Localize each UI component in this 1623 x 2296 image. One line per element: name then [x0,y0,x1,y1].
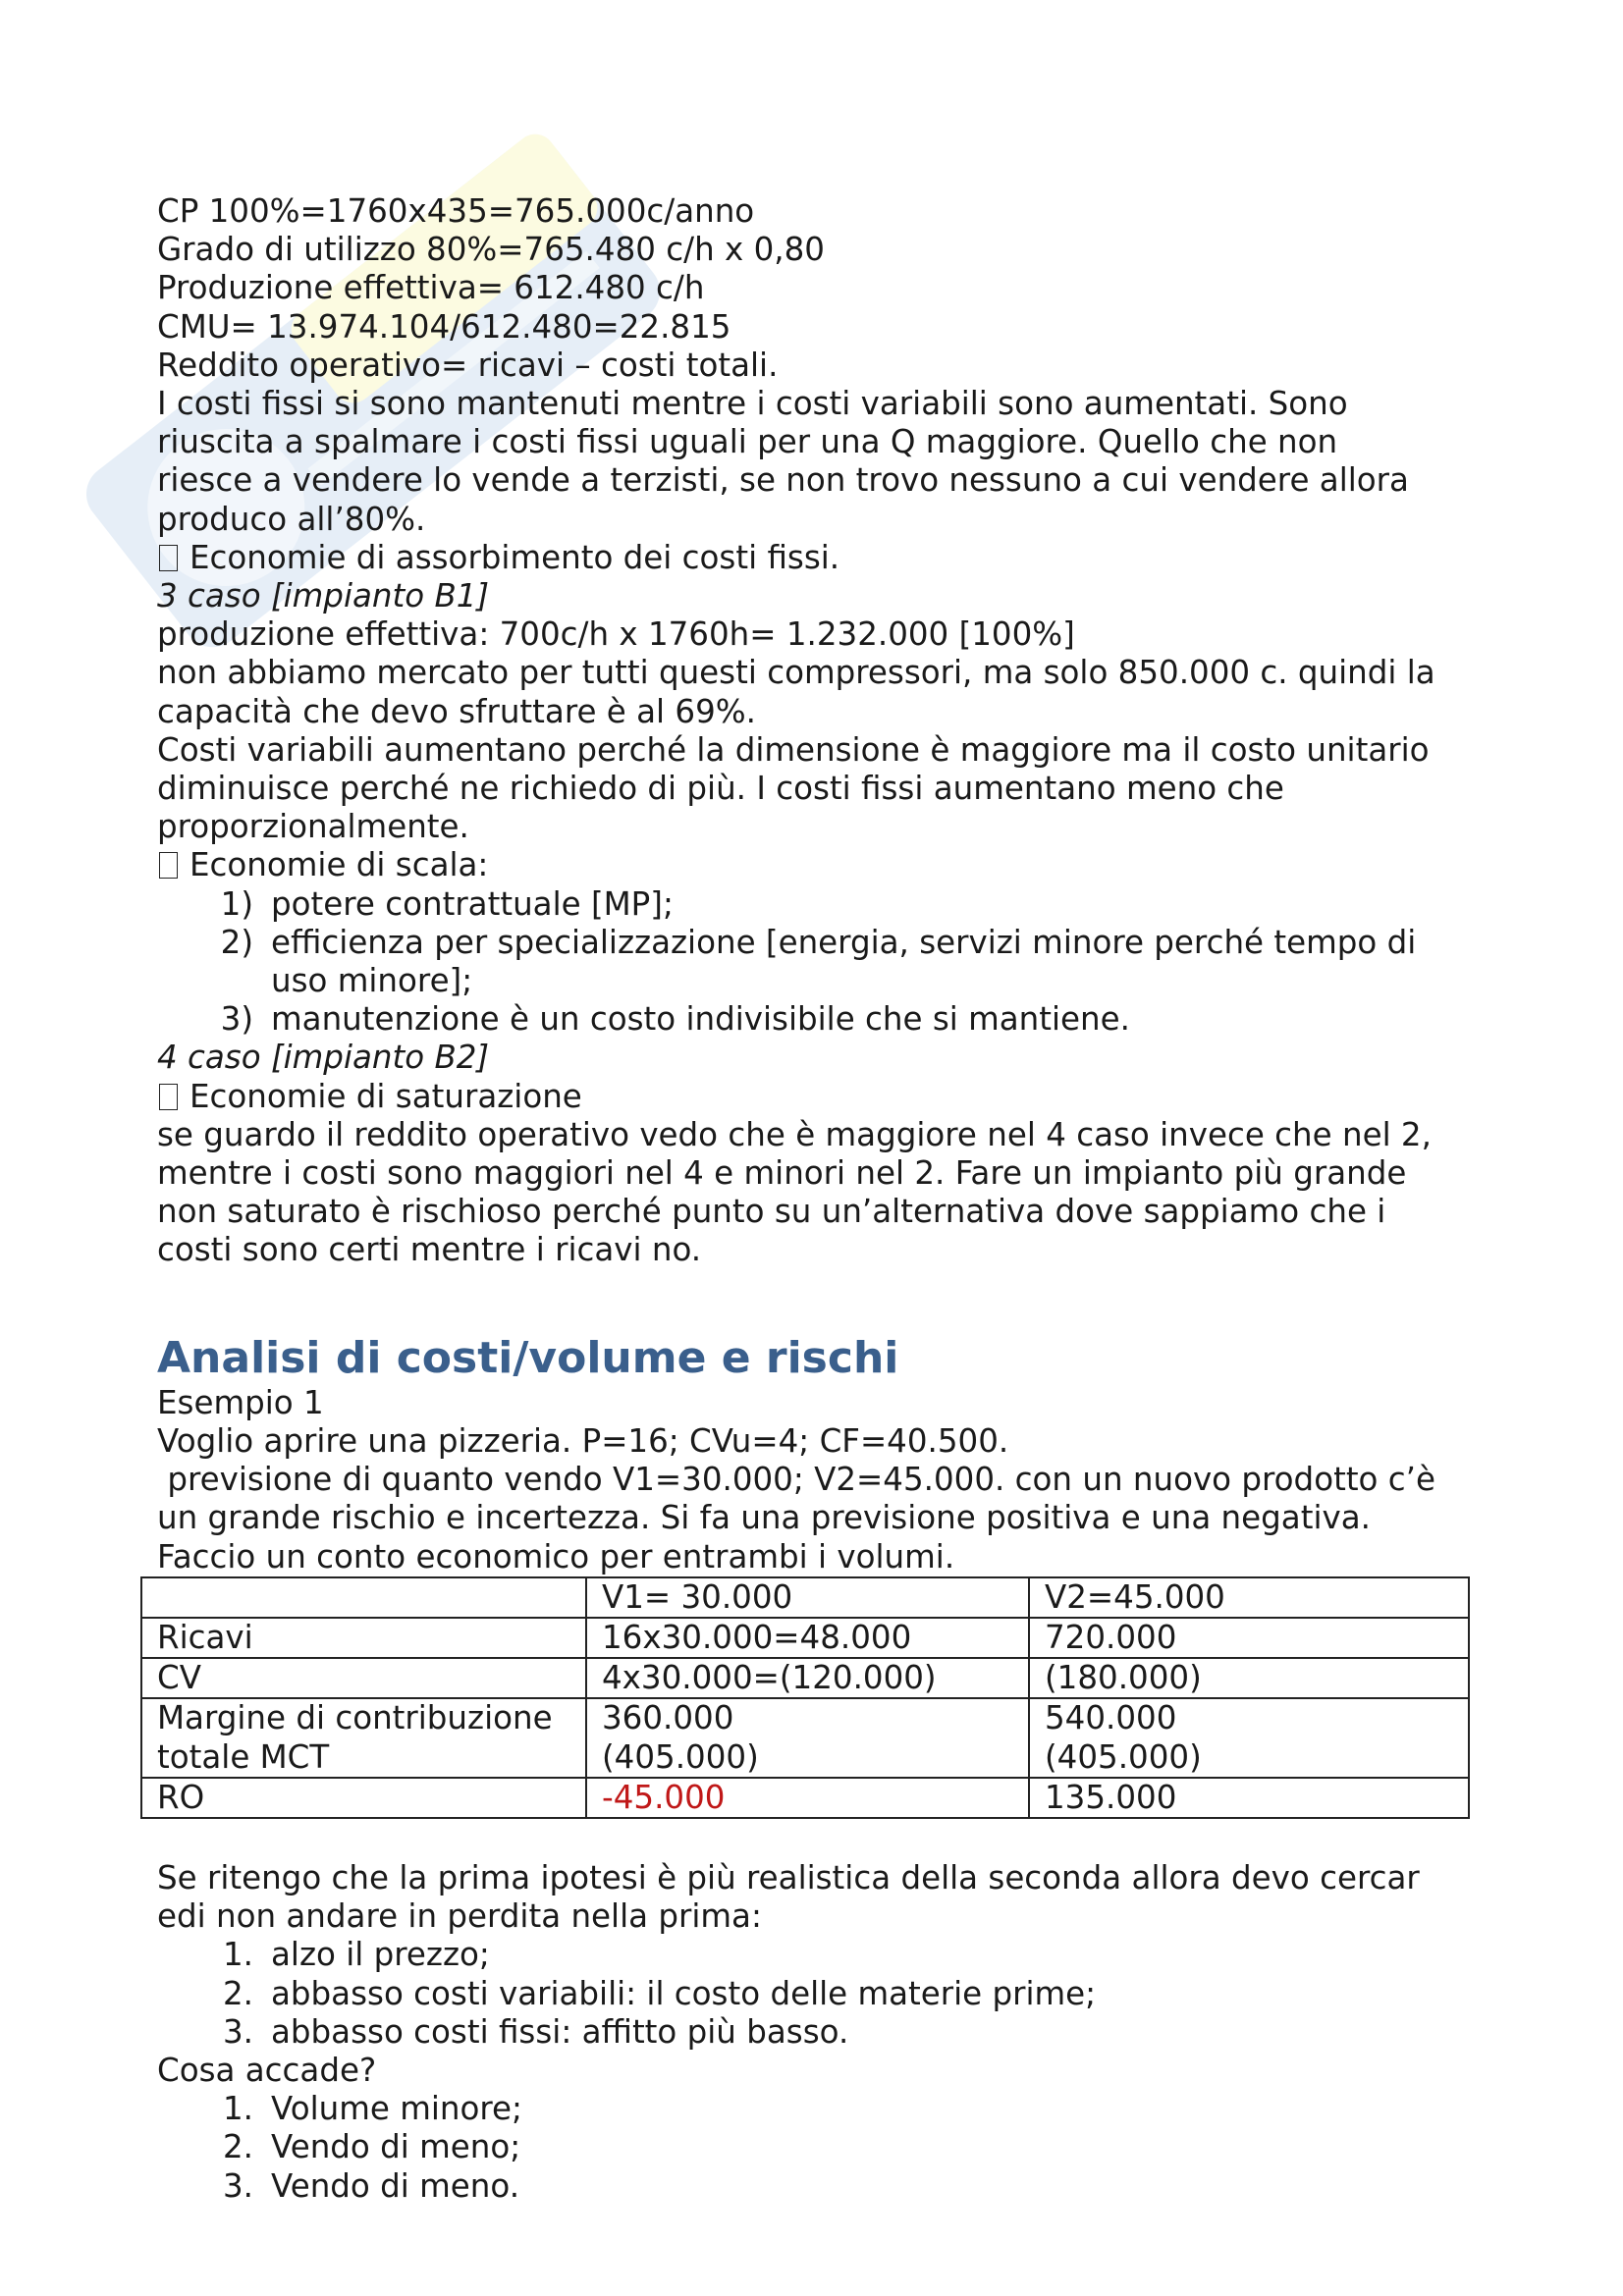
cell-line: 360.000 [602,1699,734,1737]
table-header-cell: V2=45.000 [1029,1577,1469,1618]
text-line: diminuisce perché ne richiedo di più. I costi fissi aumentano meno che [157,770,1284,808]
text-line: Costi variabili aumentano perché la dimensione è maggiore ma il costo unitario [157,730,1430,769]
list-text: abbasso costi variabili: il costo delle materie prime; [271,1974,1097,2012]
text-line: edi non andare in perdita nella prima: [157,1897,762,1936]
list-text: Vendo di meno; [271,2128,521,2166]
text-line: Grado di utilizzo 80%=765.480 c/h x 0,80 [157,231,825,269]
square-bullet-icon [159,1084,178,1110]
list-item [157,1975,1492,2013]
list-item [157,924,1492,1000]
text-line: Produzione effettiva= 612.480 c/h [157,269,705,307]
bullet-line [157,1078,1492,1116]
list-text [271,924,1416,1000]
spacer [157,1819,1492,1859]
table-row [141,1618,1469,1658]
actions-list [157,1936,1492,2052]
cell-line: Margine di contribuzione [157,1699,553,1737]
bullet-line [157,846,1492,884]
text-line: Reddito operativo= ricavi – costi totali. [157,346,779,384]
case-4-title: 4 caso [impianto B2] [157,1039,490,1077]
table-cell: (180.000) [1029,1658,1469,1698]
list-text: Volume minore; [271,2090,522,2128]
table-cell: 16x30.000=48.000 [586,1618,1029,1658]
text-line: produco all’80%. [157,500,426,538]
income-statement-table [140,1576,1470,1819]
text-line: un grande rischio e incertezza. Si fa una previsione positiva e una negativa. [157,1499,1371,1537]
text-line: previsione di quanto vendo V1=30.000; V2=45.000. con un nuovo prodotto c’è [157,1461,1435,1499]
cell-line: 540.000 [1045,1699,1177,1737]
text-line: CP 100%=1760x435=765.000c/anno [157,192,755,230]
list-number: 1. [222,1936,253,1974]
effects-list [157,2090,1492,2206]
table-row [141,1658,1469,1698]
table-cell: CV [141,1658,586,1698]
list-text: Vendo di meno. [271,2166,520,2205]
table-cell: 720.000 [1029,1618,1469,1658]
list-item [157,2090,1492,2128]
bullet-text: Economie di scala: [189,846,489,884]
table-cell [1029,1698,1469,1777]
table-row [141,1778,1469,1818]
list-item [157,1936,1492,1974]
list-number: 2. [222,2128,253,2166]
square-bullet-icon [159,545,178,571]
text-line: mentre i costi sono maggiori nel 4 e minori nel 2. Fare un impianto più grande [157,1154,1407,1193]
text-line: Esempio 1 [157,1383,324,1421]
table-cell: 4x30.000=(120.000) [586,1658,1029,1698]
list-number: 1) [220,884,253,923]
bullet-text: Economie di saturazione [189,1077,582,1115]
list-number: 1. [222,2090,253,2128]
text-line: Voglio aprire una pizzeria. P=16; CVu=4; CF=40.500. [157,1421,1009,1460]
section-intro [157,1384,1492,1576]
question-line: Cosa accade? [157,2051,377,2089]
list-item [157,885,1492,924]
text-line: non saturato è rischioso perché punto su un’alternativa dove sappiamo che i [157,1193,1386,1231]
cell-line: (405.000) [602,1737,759,1776]
table-cell: 135.000 [1029,1778,1469,1818]
text-line: se guardo il reddito operativo vedo che è maggiore nel 4 caso invece che nel 2, [157,1115,1432,1153]
table-row [141,1698,1469,1777]
square-bullet-icon [159,852,178,879]
table-header-cell: V1= 30.000 [586,1577,1029,1618]
case-3-body [157,615,1492,846]
list-item [157,2128,1492,2166]
list-number: 2) [220,923,253,961]
text-line: I costi fissi si sono mantenuti mentre i costi variabili sono aumentati. Sono [157,385,1348,423]
list-text-line: efficienza per specializzazione [energia, servizi minore perché tempo di [271,923,1417,961]
text-line: capacità che devo sfruttare è al 69%. [157,692,756,730]
text-line: non abbiamo mercato per tutti questi compressori, ma solo 850.000 c. quindi la [157,654,1435,692]
table-cell [586,1698,1029,1777]
text-line: Faccio un conto economico per entrambi i volumi. [157,1537,955,1575]
text-line: costi sono certi mentre i ricavi no. [157,1231,702,1269]
list-text: potere contrattuale [MP]; [271,884,674,923]
after-table-block [157,1859,1492,1936]
text-line: Se ritengo che la prima ipotesi è più realistica della seconda allora devo cercar [157,1858,1420,1896]
text-line: CMU= 13.974.104/612.480=22.815 [157,307,731,346]
table-cell-negative: -45.000 [586,1778,1029,1818]
table-cell: Ricavi [141,1618,586,1658]
text-line: proporzionalmente. [157,808,469,846]
table-cell: RO [141,1778,586,1818]
list-item [157,2013,1492,2052]
list-text: abbasso costi fissi: affitto più basso. [271,2012,849,2051]
text-line: riesce a vendere lo vende a terzisti, se non trovo nessuno a cui vendere allora [157,461,1409,500]
text-line: riuscita a spalmare i costi fissi uguali per una Q maggiore. Quello che non [157,423,1338,461]
table-header-row [141,1577,1469,1618]
intro-block [157,192,1492,539]
table-header-cell [141,1577,586,1618]
list-text: alzo il prezzo; [271,1936,490,1974]
list-number: 3. [222,2166,253,2205]
case-4-body [157,1116,1492,1270]
bullet-line [157,539,1492,577]
list-number: 2. [222,1974,253,2012]
document-page [157,192,1492,2206]
scale-economies-list [157,885,1492,1040]
case-3-title: 3 caso [impianto B1] [157,577,490,615]
list-number: 3. [222,2012,253,2051]
section-heading: Analisi di costi/volume e rischi [157,1332,899,1383]
table-cell [141,1698,586,1777]
cell-line: totale MCT [157,1737,330,1776]
cell-line: (405.000) [1045,1737,1202,1776]
text-line: produzione effettiva: 700c/h x 1760h= 1.232.000 [100%] [157,615,1075,654]
list-text-line: uso minore]; [271,962,473,1000]
list-item [157,2167,1492,2206]
list-item [157,1000,1492,1039]
list-text: manutenzione è un costo indivisibile che si mantiene. [271,1000,1130,1039]
list-number: 3) [220,1000,253,1039]
bullet-text: Economie di assorbimento dei costi fissi. [189,538,840,576]
